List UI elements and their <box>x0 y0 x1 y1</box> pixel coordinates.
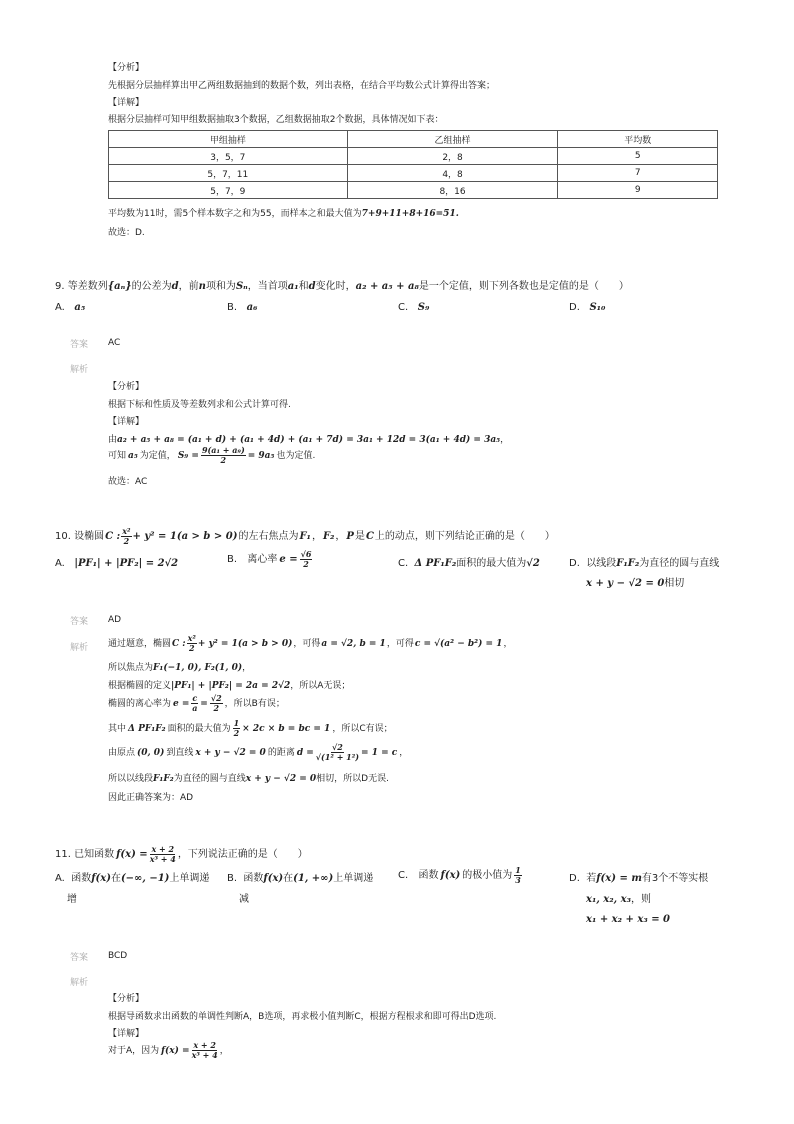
fraction: x² 2 <box>122 526 131 546</box>
table-cell: 5，7，9 <box>109 182 348 199</box>
fraction: $\frac{x + 2}{\text{x³ + 4}}$ <box>149 844 176 864</box>
table-header: 乙组抽样 <box>347 131 558 148</box>
q11-stem: 11. 已知函数 f(x) = $\frac{x + 2}{\text{x³ + 4}}$ ，下列说法正确的是（ ） <box>55 844 308 864</box>
q11-option-c: C. 函数 f(x) 的极小值为 1 3 <box>398 865 521 885</box>
detail-text: 根据分层抽样可知甲组数据抽取3个数据，乙组数据抽取2个数据，具体情况如下表： <box>108 115 444 125</box>
q10-explain-line-6: 由原点 (0, 0) 到直线 x + y − √2 = 0 的距离 d = $\frac{√2}{\text{√(1² + 1²)}}$ = 1 = c ， <box>108 742 409 762</box>
explain-label: 解析 <box>70 978 89 988</box>
table-header: 平均数 <box>558 131 718 148</box>
fraction: x² 2 <box>187 633 196 653</box>
q11-option-b: B. 函数f(x)在(1, +∞)上单调递 <box>227 873 374 884</box>
q10-option-c: C. Δ PF₁F₂面积的最大值为√2 <box>398 558 540 569</box>
q11-option-d-line3: x₁ + x₂ + x₃ = 0 <box>586 914 671 925</box>
q9-stem: 9. 等差数列{aₙ}的公差为d，前n项和为Sₙ，当首项a₁和d变化时，a₂ + a₅ + a₈是一个定值，则下列各数也是定值的是（ ） <box>55 281 629 292</box>
fraction: $\frac{√2}{2}$ <box>210 693 222 713</box>
q10-option-a: A. |PF₁| + |PF₂| = 2√2 <box>55 558 179 569</box>
q11-option-d-line2: x₁, x₂, x₃，则 <box>586 894 651 905</box>
analysis-text: 根据下标和性质及等差数列求和公式计算可得. <box>108 400 291 410</box>
choose-line: 故选：D. <box>108 228 145 238</box>
explain-label: 解析 <box>70 643 89 653</box>
fraction: $\frac{x + 2}{\text{x³ + 4}}$ <box>191 1040 218 1060</box>
table-row <box>109 182 718 199</box>
q10-option-d-line2: x + y − √2 = 0相切 <box>586 578 685 589</box>
sum-line: 平均数为11时，需5个样本数字之和为55，而样本之和最大值为7+9+11+8+16=51. <box>108 209 459 219</box>
table-cell: 5 <box>558 148 718 165</box>
explain-label: 解析 <box>70 365 89 375</box>
choose-line: 因此正确答案为：AD <box>108 793 194 803</box>
q10-explain-line-1: 通过题意，椭圆 C : x² 2 + y² = 1(a > b > 0) ，可得 a = √2, b = 1 ，可得 c = √(a² − b²) = 1 ， <box>108 633 513 653</box>
q10-option-b: B. 离心率 e = $\frac{√6}{2}$ <box>227 549 312 569</box>
table-cell: 8，16 <box>347 182 558 199</box>
q11-option-a-line2: 增 <box>67 894 77 905</box>
q10-explain-line-7: 所以以线段F₁F₂为直径的圆与直线x + y − √2 = 0相切，所以D无误. <box>108 774 389 784</box>
fraction: $\frac{c}{a}$ <box>192 693 198 713</box>
answer-value: AC <box>108 338 121 348</box>
analysis-tag: 【分析】 <box>108 63 145 73</box>
q11-option-b-line2: 减 <box>239 894 249 905</box>
q10-option-d: D. 以线段F₁F₂为直径的圆与直线 <box>569 558 720 569</box>
detail-tag: 【详解】 <box>108 98 145 108</box>
q11-option-a: A. 函数f(x)在(−∞, −1)上单调递 <box>55 873 210 884</box>
answer-label: 答案 <box>70 340 89 350</box>
q9-explain-line-2: 可知 a₅ 为定值， S₉ = $\frac{\text{9(a₁ + a₉)}}{2}$ = 9a₅ 也为定值. <box>108 445 316 465</box>
q10-stem: 10. 设椭圆 C : x² 2 + y² = 1(a > b > 0) 的左右焦点为 F₁ ， F₂ ， P 是 C 上的动点，则下列结论正确的是（ ） <box>55 526 555 546</box>
detail-tag: 【详解】 <box>108 1029 145 1039</box>
q10-explain-line-2: 所以焦点为F₁(−1, 0), F₂(1, 0)， <box>108 663 252 673</box>
analysis-text: 先根据分层抽样算出甲乙两组数据抽到的数据个数，列出表格，在结合平均数公式计算得出答案； <box>108 81 496 91</box>
q9-option-a: A. a₅ <box>55 302 86 313</box>
table-cell: 4，8 <box>347 165 558 182</box>
table-header: 甲组抽样 <box>109 131 348 148</box>
table-row <box>109 165 718 182</box>
fraction: $\frac{1}{2}$ <box>233 718 240 738</box>
q10-explain-line-5: 其中 Δ PF₁F₂ 面积的最大值为 $\frac{1}{2}$ × 2c × b = bc = 1 ，所以C有误； <box>108 718 393 738</box>
analysis-tag: 【分析】 <box>108 994 145 1004</box>
q10-explain-line-4: 椭圆的离心率为 e = $\frac{c}{a}$ = $\frac{√2}{2}$ ，所以B有误； <box>108 693 285 713</box>
q11-explain-line-1: 对于A，因为 f(x) = $\frac{x + 2}{\text{x³ + 4}}$ ， <box>108 1040 229 1060</box>
q10-explain-line-3: 根据椭圆的定义|PF₁| + |PF₂| = 2a = 2√2，所以A无误； <box>108 681 351 691</box>
answer-value: BCD <box>108 951 128 961</box>
analysis-text: 根据导函数求出函数的单调性判断A，B选项，再求极小值判断C，根据方程根求和即可得出D选项. <box>108 1012 497 1022</box>
choose-line: 故选：AC <box>108 477 148 487</box>
answer-label: 答案 <box>70 953 89 963</box>
q9-explain-line-1: 由a₂ + a₅ + a₈ = (a₁ + d) + (a₁ + 4d) + (a₁ + 7d) = 3a₁ + 12d = 3(a₁ + 4d) = 3a₅， <box>108 435 510 445</box>
answer-label: 答案 <box>70 617 89 627</box>
q11-option-d: D. 若f(x) = m有3个不等实根 <box>569 873 709 884</box>
table-row <box>109 148 718 165</box>
table-header-row <box>109 131 718 148</box>
table-cell: 7 <box>558 165 718 182</box>
fraction: $\frac{\text{9(a₁ + a₉)}}{2}$ <box>201 445 245 465</box>
table-cell: 2，8 <box>347 148 558 165</box>
table-cell: 9 <box>558 182 718 199</box>
fraction: $\frac{√2}{\text{√(1² + 1²)}}$ <box>315 742 360 762</box>
q9-option-b: B. a₆ <box>227 302 258 313</box>
detail-tag: 【详解】 <box>108 417 145 427</box>
table-cell: 5，7，11 <box>109 165 348 182</box>
q9-option-d: D. S₁₀ <box>569 302 606 313</box>
q9-option-c: C. S₉ <box>398 302 430 313</box>
sampling-table <box>108 130 718 199</box>
fraction: $\frac{√6}{2}$ <box>300 549 312 569</box>
analysis-tag: 【分析】 <box>108 382 145 392</box>
fraction: 1 3 <box>515 865 521 885</box>
answer-value: AD <box>108 615 122 625</box>
table-cell: 3，5，7 <box>109 148 348 165</box>
